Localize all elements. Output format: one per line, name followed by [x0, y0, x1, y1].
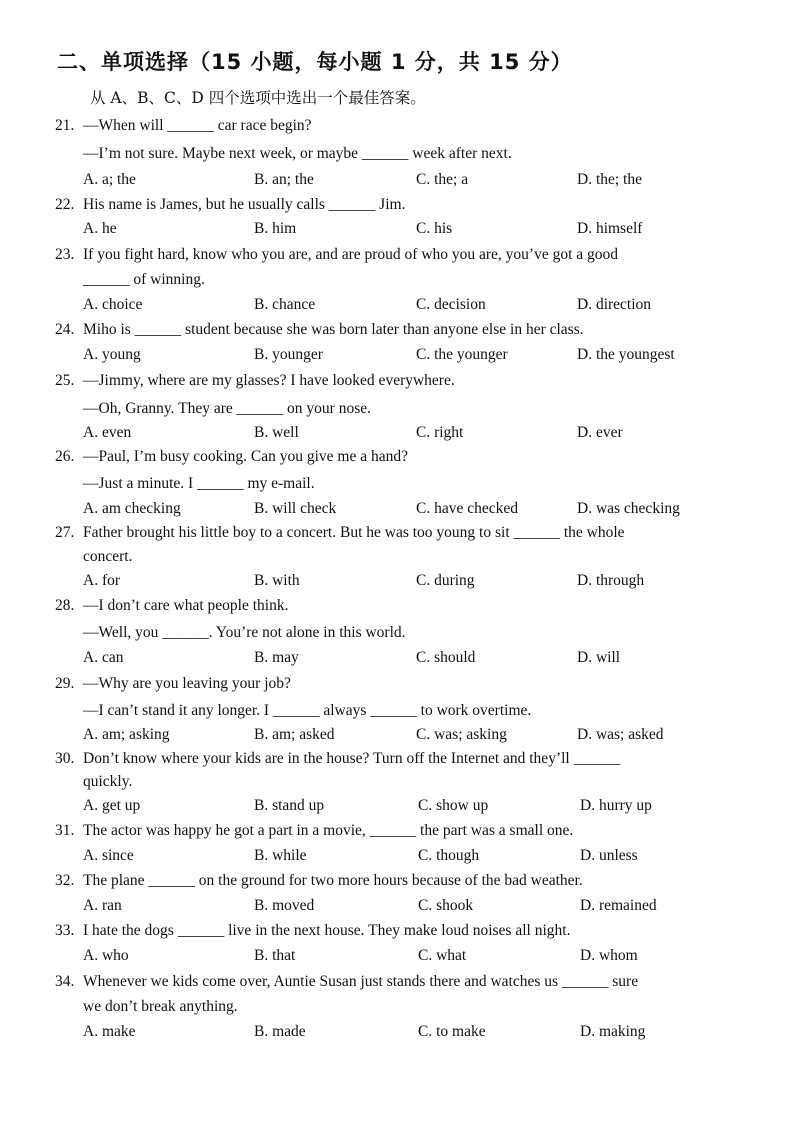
question-line: ______ of winning. [83, 271, 205, 288]
question-line: —Just a minute. I ______ my e-mail. [83, 475, 315, 492]
question-line: Don’t know where your kids are in the house? Turn off the Internet and they’ll ______ [83, 750, 621, 767]
question-line: I hate the dogs ______ live in the next house. They make loud noises all night. [83, 922, 571, 939]
option-b[interactable]: B. that [254, 947, 296, 964]
option-b[interactable]: B. an; the [254, 171, 314, 188]
option-a[interactable]: A. who [83, 947, 129, 964]
question-number: 23. [55, 246, 75, 263]
question-line: Miho is ______ student because she was born later than anyone else in her class. [83, 321, 584, 338]
option-b[interactable]: B. younger [254, 346, 323, 363]
question-line: quickly. [83, 773, 133, 790]
question-number: 21. [55, 117, 75, 134]
option-b[interactable]: B. will check [254, 500, 337, 517]
question-line: we don’t break anything. [83, 998, 238, 1015]
question-line: concert. [83, 548, 133, 565]
option-a[interactable]: A. am checking [83, 500, 181, 517]
question-line: If you fight hard, know who you are, and are proud of who you are, you’ve got a good [83, 246, 619, 263]
question-line: —When will ______ car race begin? [83, 117, 312, 134]
option-b[interactable]: B. am; asked [254, 726, 335, 743]
option-b[interactable]: B. well [254, 424, 299, 441]
question-number: 28. [55, 597, 75, 614]
option-a[interactable]: A. a; the [83, 171, 136, 188]
option-a[interactable]: A. can [83, 649, 124, 666]
option-d[interactable]: D. making [580, 1023, 646, 1040]
option-c[interactable]: C. show up [418, 797, 489, 814]
question-line: Father brought his little boy to a concert. But he was too young to sit ______ the whole [83, 524, 625, 541]
question-line: The actor was happy he got a part in a movie, ______ the part was a small one. [83, 822, 574, 839]
option-b[interactable]: B. him [254, 220, 297, 237]
option-d[interactable]: D. himself [577, 220, 643, 237]
option-d[interactable]: D. unless [580, 847, 638, 864]
question-line: —I can’t stand it any longer. I ______ always ______ to work overtime. [83, 702, 532, 719]
option-d[interactable]: D. the youngest [577, 346, 675, 363]
option-c[interactable]: C. right [416, 424, 464, 441]
question-number: 29. [55, 675, 75, 692]
question-number: 27. [55, 524, 75, 541]
option-b[interactable]: B. moved [254, 897, 315, 914]
option-d[interactable]: D. was; asked [577, 726, 664, 743]
question-number: 31. [55, 822, 75, 839]
instruction-text: 从 A、B、C、D 四个选项中选出一个最佳答案。 [90, 89, 426, 107]
option-d[interactable]: D. through [577, 572, 645, 589]
question-line: —I’m not sure. Maybe next week, or maybe ______ week after next. [83, 145, 512, 162]
option-a[interactable]: A. make [83, 1023, 136, 1040]
option-d[interactable]: D. direction [577, 296, 652, 313]
option-b[interactable]: B. may [254, 649, 299, 666]
option-b[interactable]: B. made [254, 1023, 306, 1040]
option-c[interactable]: C. should [416, 649, 476, 666]
option-c[interactable]: C. his [416, 220, 453, 237]
option-c[interactable]: C. decision [416, 296, 486, 313]
option-a[interactable]: A. young [83, 346, 141, 363]
option-a[interactable]: A. since [83, 847, 134, 864]
question-line: —Jimmy, where are my glasses? I have looked everywhere. [83, 372, 455, 389]
question-number: 33. [55, 922, 75, 939]
question-line: —Well, you ______. You’re not alone in this world. [83, 624, 406, 641]
option-c[interactable]: C. though [418, 847, 480, 864]
option-c[interactable]: C. the; a [416, 171, 469, 188]
option-c[interactable]: C. the younger [416, 346, 508, 363]
option-a[interactable]: A. for [83, 572, 121, 589]
section-title: 二、单项选择（15 小题，每小题 1 分，共 15 分） [57, 50, 573, 74]
option-a[interactable]: A. get up [83, 797, 141, 814]
option-d[interactable]: D. remained [580, 897, 657, 914]
question-number: 32. [55, 872, 75, 889]
question-number: 22. [55, 196, 75, 213]
question-line: —Oh, Granny. They are ______ on your nose. [83, 400, 371, 417]
option-a[interactable]: A. am; asking [83, 726, 170, 743]
option-c[interactable]: C. what [418, 947, 467, 964]
option-c[interactable]: C. have checked [416, 500, 518, 517]
option-c[interactable]: C. was; asking [416, 726, 507, 743]
question-line: —I don’t care what people think. [83, 597, 289, 614]
question-number: 26. [55, 448, 75, 465]
option-d[interactable]: D. was checking [577, 500, 680, 517]
option-b[interactable]: B. stand up [254, 797, 325, 814]
option-c[interactable]: C. to make [418, 1023, 486, 1040]
question-line: —Paul, I’m busy cooking. Can you give me a hand? [83, 448, 409, 465]
option-d[interactable]: D. the; the [577, 171, 642, 188]
option-a[interactable]: A. choice [83, 296, 143, 313]
question-line: Whenever we kids come over, Auntie Susan just stands there and watches us ______ sure [83, 973, 639, 990]
option-b[interactable]: B. while [254, 847, 307, 864]
question-number: 30. [55, 750, 75, 767]
option-b[interactable]: B. chance [254, 296, 316, 313]
option-b[interactable]: B. with [254, 572, 300, 589]
option-d[interactable]: D. ever [577, 424, 623, 441]
question-number: 25. [55, 372, 75, 389]
option-d[interactable]: D. whom [580, 947, 638, 964]
question-line: The plane ______ on the ground for two more hours because of the bad weather. [83, 872, 583, 889]
option-a[interactable]: A. even [83, 424, 132, 441]
option-a[interactable]: A. ran [83, 897, 122, 914]
question-line: —Why are you leaving your job? [83, 675, 291, 692]
question-number: 24. [55, 321, 75, 338]
option-d[interactable]: D. hurry up [580, 797, 652, 814]
option-a[interactable]: A. he [83, 220, 117, 237]
question-number: 34. [55, 973, 75, 990]
option-c[interactable]: C. during [416, 572, 475, 589]
option-d[interactable]: D. will [577, 649, 621, 666]
question-line: His name is James, but he usually calls ______ Jim. [83, 196, 406, 213]
option-c[interactable]: C. shook [418, 897, 474, 914]
